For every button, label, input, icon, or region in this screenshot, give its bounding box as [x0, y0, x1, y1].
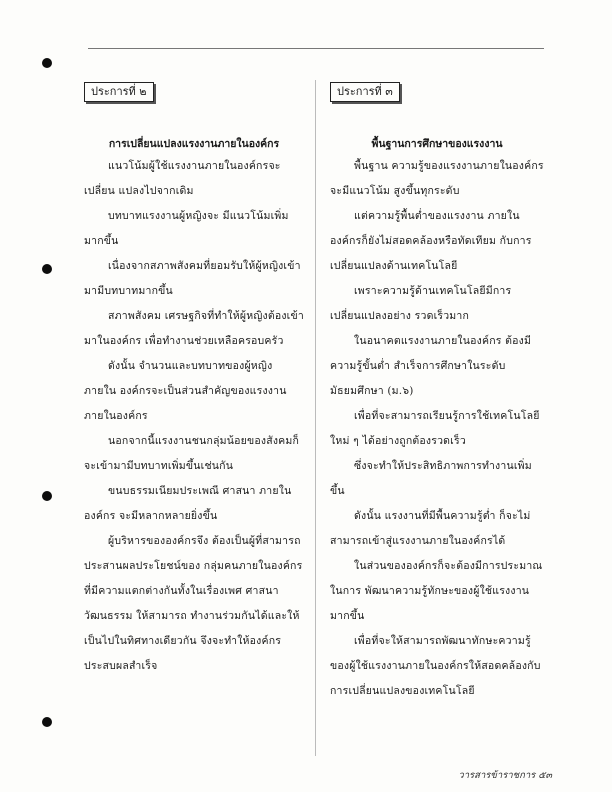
section-label-2: ประการที่ ๒: [84, 82, 154, 102]
right-paragraph: ซึ่งจะทำให้ประสิทธิภาพการทำงานเพิ่มขึ้น: [330, 460, 532, 497]
left-column: [84, 80, 304, 679]
left-paragraph: ดังนั้น จำนวนและบทบาทของผู้หญิงภายใน องค์กรจะเป็นส่วนสำคัญของแรงงานภายในองค์กร: [84, 360, 287, 422]
right-paragraph: แต่ความรู้พื้นต่ำของแรงงาน ภายในองค์กรก็ยังไม่สอดคล้องหรือทัดเทียม กับการเปลี่ยนแปลงด้านเทคโนโลยี: [330, 210, 532, 272]
right-paragraph: ในส่วนขององค์กรก็จะต้องมีการประมาณ ในการ พัฒนาความรู้ทักษะของผู้ใช้แรงงานมากขึ้น: [330, 560, 543, 622]
left-paragraph: เนื่องจากสภาพสังคมที่ยอมรับให้ผู้หญิงเข้ามามีบทบาทมากขึ้น: [84, 260, 301, 297]
section-label-3: ประการที่ ๓: [330, 82, 400, 102]
left-paragraph: สภาพสังคม เศรษฐกิจที่ทำให้ผู้หญิงต้องเข้ามาในองค์กร เพื่อทำงานช่วยเหลือครอบครัว: [84, 310, 304, 347]
left-paragraph: ผู้บริหารขององค์กรจึง ต้องเป็นผู้ที่สามารถประสานผลประโยชน์ของ กลุ่มคนภายในองค์กรที่มีความแตกต่างกันทั้งในเรื่องเพศ ศาสนา วัฒนธรรม ให้สามารถ ทำงานร่วมกันได้และให้เป็นไปในทิศทางเดียวกัน จึงจะทำให้องค์กรประสบผลสำเร็จ: [84, 535, 303, 672]
page-footer: วารสารข้าราชการ ๕๓: [458, 770, 552, 781]
right-heading: พื้นฐานการศึกษาของแรงงาน: [371, 138, 503, 150]
binder-hole-3: [42, 491, 52, 501]
right-paragraph: พื้นฐาน ความรู้ของแรงงานภายในองค์กรจะมีแนวโน้ม สูงขึ้นทุกระดับ: [330, 160, 544, 197]
right-column: [330, 80, 544, 704]
top-rule: [88, 48, 544, 49]
binder-hole-1: [42, 58, 52, 68]
left-heading: การเปลี่ยนแปลงแรงงานภายในองค์กร: [108, 138, 280, 150]
right-paragraph: เพื่อที่จะสามารถเรียนรู้การใช้เทคโนโลยีใหม่ ๆ ได้อย่างถูกต้องรวดเร็ว: [330, 410, 540, 447]
right-paragraph: ดังนั้น แรงงานที่มีพื้นความรู้ต่ำ ก็จะไม่สามารถเข้าสู่แรงงานภายในองค์กรได้: [330, 510, 531, 547]
column-divider: [315, 80, 316, 756]
right-paragraph: เพราะความรู้ด้านเทคโนโลยีมีการเปลี่ยนแปลงอย่าง รวดเร็วมาก: [330, 285, 512, 322]
left-paragraph: บทบาทแรงงานผู้หญิงจะ มีแนวโน้มเพิ่มมากขึ้น: [84, 210, 289, 247]
left-paragraph: ขนบธรรมเนียมประเพณี ศาสนา ภายในองค์กร จะมีหลากหลายยิ่งขึ้น: [84, 485, 292, 522]
binder-hole-2: [42, 264, 52, 274]
left-paragraph: แนวโน้มผู้ใช้แรงงานภายในองค์กรจะเปลี่ยน แปลงไปจากเดิม: [84, 160, 281, 197]
binder-hole-4: [42, 717, 52, 727]
right-paragraph: เพื่อที่จะให้สามารถพัฒนาทักษะความรู้ของผู้ใช้แรงงานภายในองค์กรให้สอดคล้องกับการเปลี่ยนแปลงของเทคโนโลยี: [330, 635, 541, 697]
right-paragraph: ในอนาคตแรงงานภายในองค์กร ต้องมีความรู้ขั้นต่ำ สำเร็จการศึกษาในระดับ มัธยมศึกษา (ม.๖): [330, 335, 532, 397]
left-paragraph: นอกจากนี้แรงงานชนกลุ่มน้อยของสังคมก็จะเข้ามามีบทบาทเพิ่มขึ้นเช่นกัน: [84, 435, 300, 472]
